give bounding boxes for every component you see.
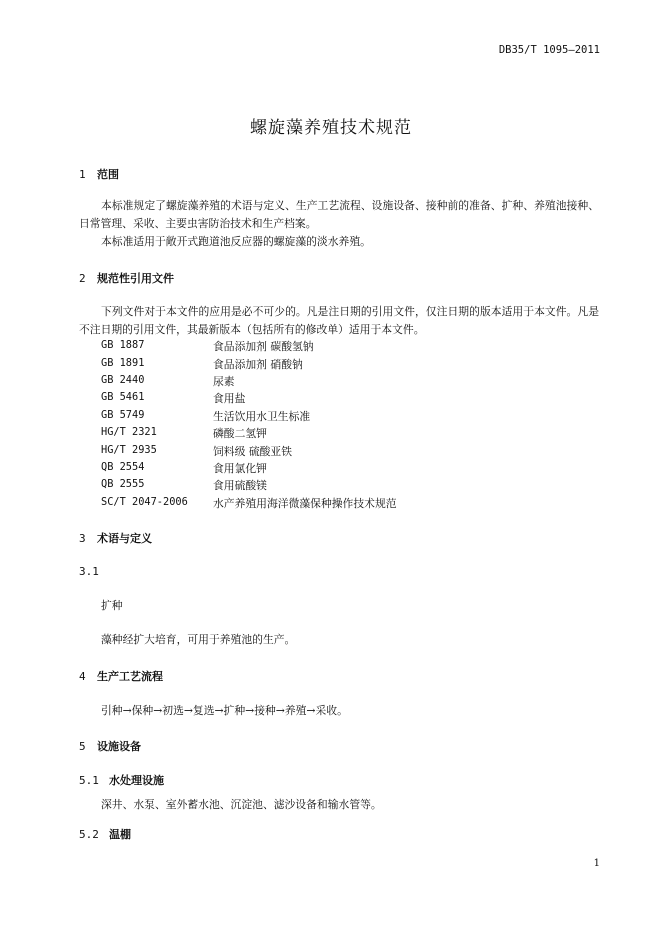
subsection-5-2-heading [79,826,131,842]
reference-code: GB 5461 [101,391,145,403]
section-2-paragraph-1 [79,303,599,339]
reference-code: QB 2554 [101,461,145,473]
paragraph-text: 本标准适用于敞开式跑道池反应器的螺旋藻的淡水养殖。 [101,235,371,248]
section-1-heading [79,166,119,182]
reference-name: 磷酸二氢钾 [213,427,267,440]
section-number: 4 [79,670,86,683]
reference-name: 食用盐 [213,392,246,405]
process-flow: 引种→保种→初选→复选→扩种→接种→养殖→采收。 [101,704,348,717]
reference-name: 食品添加剂 硝酸钠 [213,358,303,371]
section-2-heading [79,270,174,286]
reference-code: HG/T 2935 [101,444,157,456]
reference-code: QB 2555 [101,478,145,490]
reference-name: 尿素 [213,375,235,388]
subsection-3-1-number [79,565,99,578]
section-number: 1 [79,168,86,181]
reference-code: GB 1887 [101,339,145,351]
section-5-heading [79,738,141,754]
subsection-5-1-heading [79,772,164,788]
page-number: 1 [593,858,600,869]
section-title: 设施设备 [97,740,141,753]
section-number: 5 [79,740,86,753]
reference-name: 水产养殖用海洋微藻保种操作技术规范 [213,497,397,510]
term-definition: 藻种经扩大培育，可用于养殖池的生产。 [101,633,296,646]
subsection-number: 5.1 [79,774,99,787]
subsection-5-1-text: 深井、水泵、室外蓄水池、沉淀池、滤沙设备和输水管等。 [101,798,382,811]
reference-code: GB 1891 [101,357,145,369]
reference-name: 食用硫酸镁 [213,479,267,492]
reference-name: 生活饮用水卫生标准 [213,410,311,423]
section-title: 范围 [97,168,119,181]
section-4-heading [79,668,163,684]
section-number: 2 [79,272,86,285]
term-name: 扩种 [101,599,123,612]
section-title: 术语与定义 [97,532,152,545]
section-number: 3 [79,532,86,545]
section-1-paragraph-2 [79,233,599,251]
reference-name: 食用氯化钾 [213,462,267,475]
section-3-heading [79,530,152,546]
reference-code: GB 5749 [101,409,145,421]
subsection-title: 水处理设施 [109,774,164,787]
document-number: DB35/T 1095—2011 [498,44,600,56]
section-1-paragraph-1 [79,197,599,233]
subsection-number: 3.1 [79,565,99,578]
section-title: 生产工艺流程 [97,670,163,683]
section-title: 规范性引用文件 [97,272,174,285]
reference-code: SC/T 2047-2006 [101,496,188,508]
subsection-title: 温棚 [109,828,131,841]
reference-name: 饲料级 硫酸亚铁 [213,445,293,458]
reference-name: 食品添加剂 碳酸氢钠 [213,340,314,353]
paragraph-text: 下列文件对于本文件的应用是必不可少的。凡是注日期的引用文件，仅注日期的版本适用于本文件。凡是不注日期的引用文件，其最新版本（包括所有的修改单）适用于本文件。 [79,305,599,336]
reference-code: GB 2440 [101,374,145,386]
reference-code: HG/T 2321 [101,426,157,438]
paragraph-text: 本标准规定了螺旋藻养殖的术语与定义、生产工艺流程、设施设备、接种前的准备、扩种、养殖池接种、日常管理、采收、主要虫害防治技术和生产档案。 [79,199,599,230]
document-title: 螺旋藻养殖技术规范 [250,118,412,138]
subsection-number: 5.2 [79,828,99,841]
